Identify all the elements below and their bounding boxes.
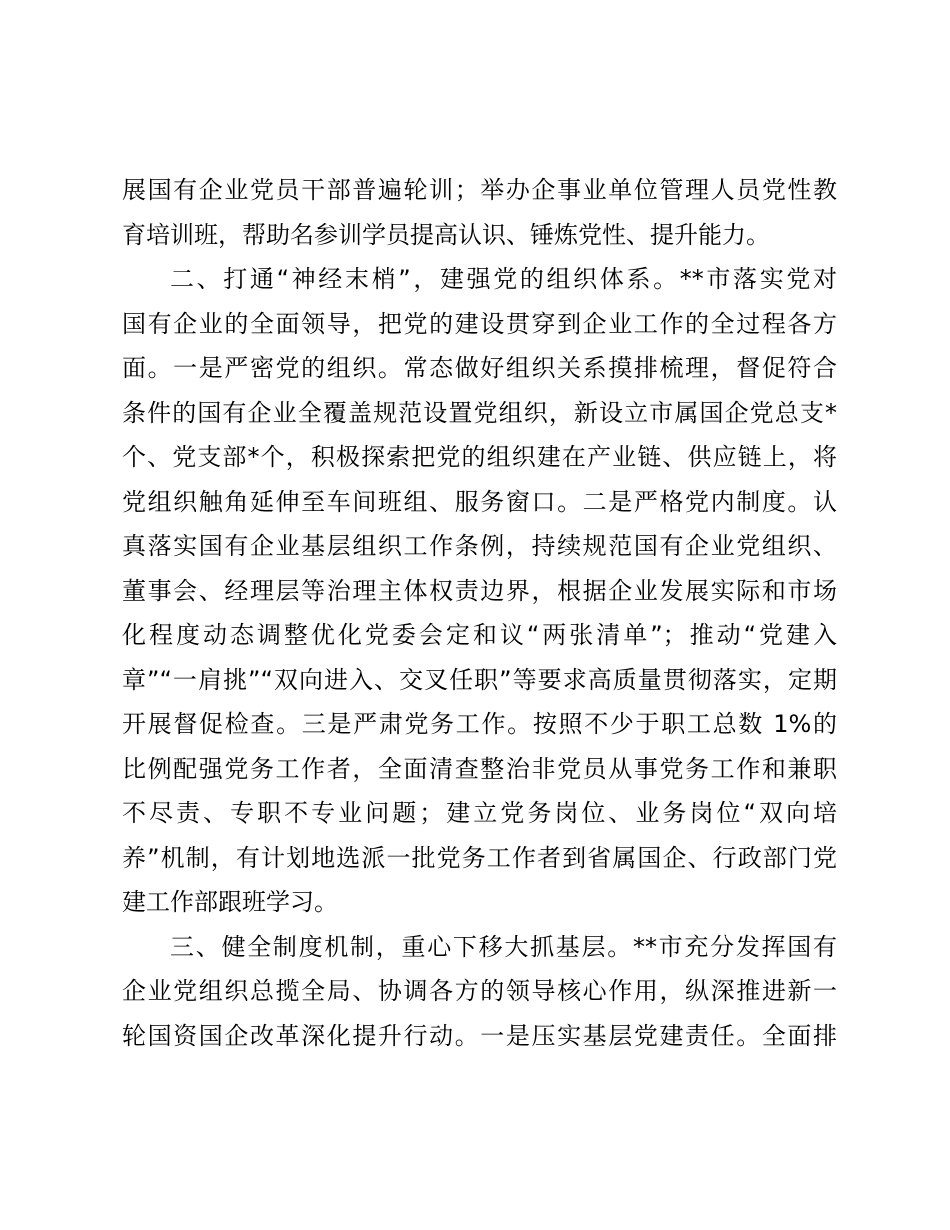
text-line: 不尽责、专职不专业问题；建立党务岗位、业务岗位“双向培 <box>122 799 837 827</box>
text-line: 育培训班，帮助名参训学员提高认识、锤炼党性、提升能力。 <box>122 220 770 249</box>
text-line: 董事会、经理层等治理主体权责边界，根据企业发展实际和市场 <box>122 576 837 605</box>
text-line: 三、健全制度机制，重心下移大抓基层。**市充分发挥国有 <box>170 932 837 961</box>
text-line: 企业党组织总揽全局、协调各方的领导核心作用，纵深推进新一 <box>122 977 837 1005</box>
text-line: 个、党支部*个，积极探索把党的组织建在产业链、供应链上，将 <box>122 443 837 471</box>
text-line: 展国有企业党员干部普遍轮训；举办企事业单位管理人员党性教 <box>122 176 837 204</box>
text-line: 国有企业的全面领导，把党的建设贯穿到企业工作的全过程各方 <box>122 309 837 338</box>
text-line: 面。一是严密党的组织。常态做好组织关系摸排梳理，督促符合 <box>122 354 837 382</box>
text-line: 条件的国有企业全覆盖规范设置党组织，新设立市属国企党总支* <box>122 398 837 427</box>
text-line: 养”机制，有计划地选派一批党务工作者到省属国企、行政部门党 <box>122 843 837 872</box>
text-line: 真落实国有企业基层组织工作条例，持续规范国有企业党组织、 <box>122 532 837 560</box>
text-line: 章”“一肩挑”“双向进入、交叉任职”等要求高质量贯彻落实，定期 <box>122 665 837 694</box>
text-line: 轮国资国企改革深化提升行动。一是压实基层党建责任。全面排 <box>122 1021 837 1050</box>
text-line: 化程度动态调整优化党委会定和议“两张清单”；推动“党建入 <box>122 621 837 649</box>
text-line: 二、打通“神经末梢”，建强党的组织体系。**市落实党对 <box>170 265 837 293</box>
body-text <box>122 168 837 1058</box>
text-line: 比例配强党务工作者，全面清查整治非党员从事党务工作和兼职 <box>122 754 837 783</box>
text-line: 建工作部跟班学习。 <box>122 888 338 916</box>
text-line: 党组织触角延伸至车间班组、服务窗口。二是严格党内制度。认 <box>122 487 837 516</box>
text-line: 开展督促检查。三是严肃党务工作。按照不少于职工总数 1%的 <box>122 710 837 738</box>
